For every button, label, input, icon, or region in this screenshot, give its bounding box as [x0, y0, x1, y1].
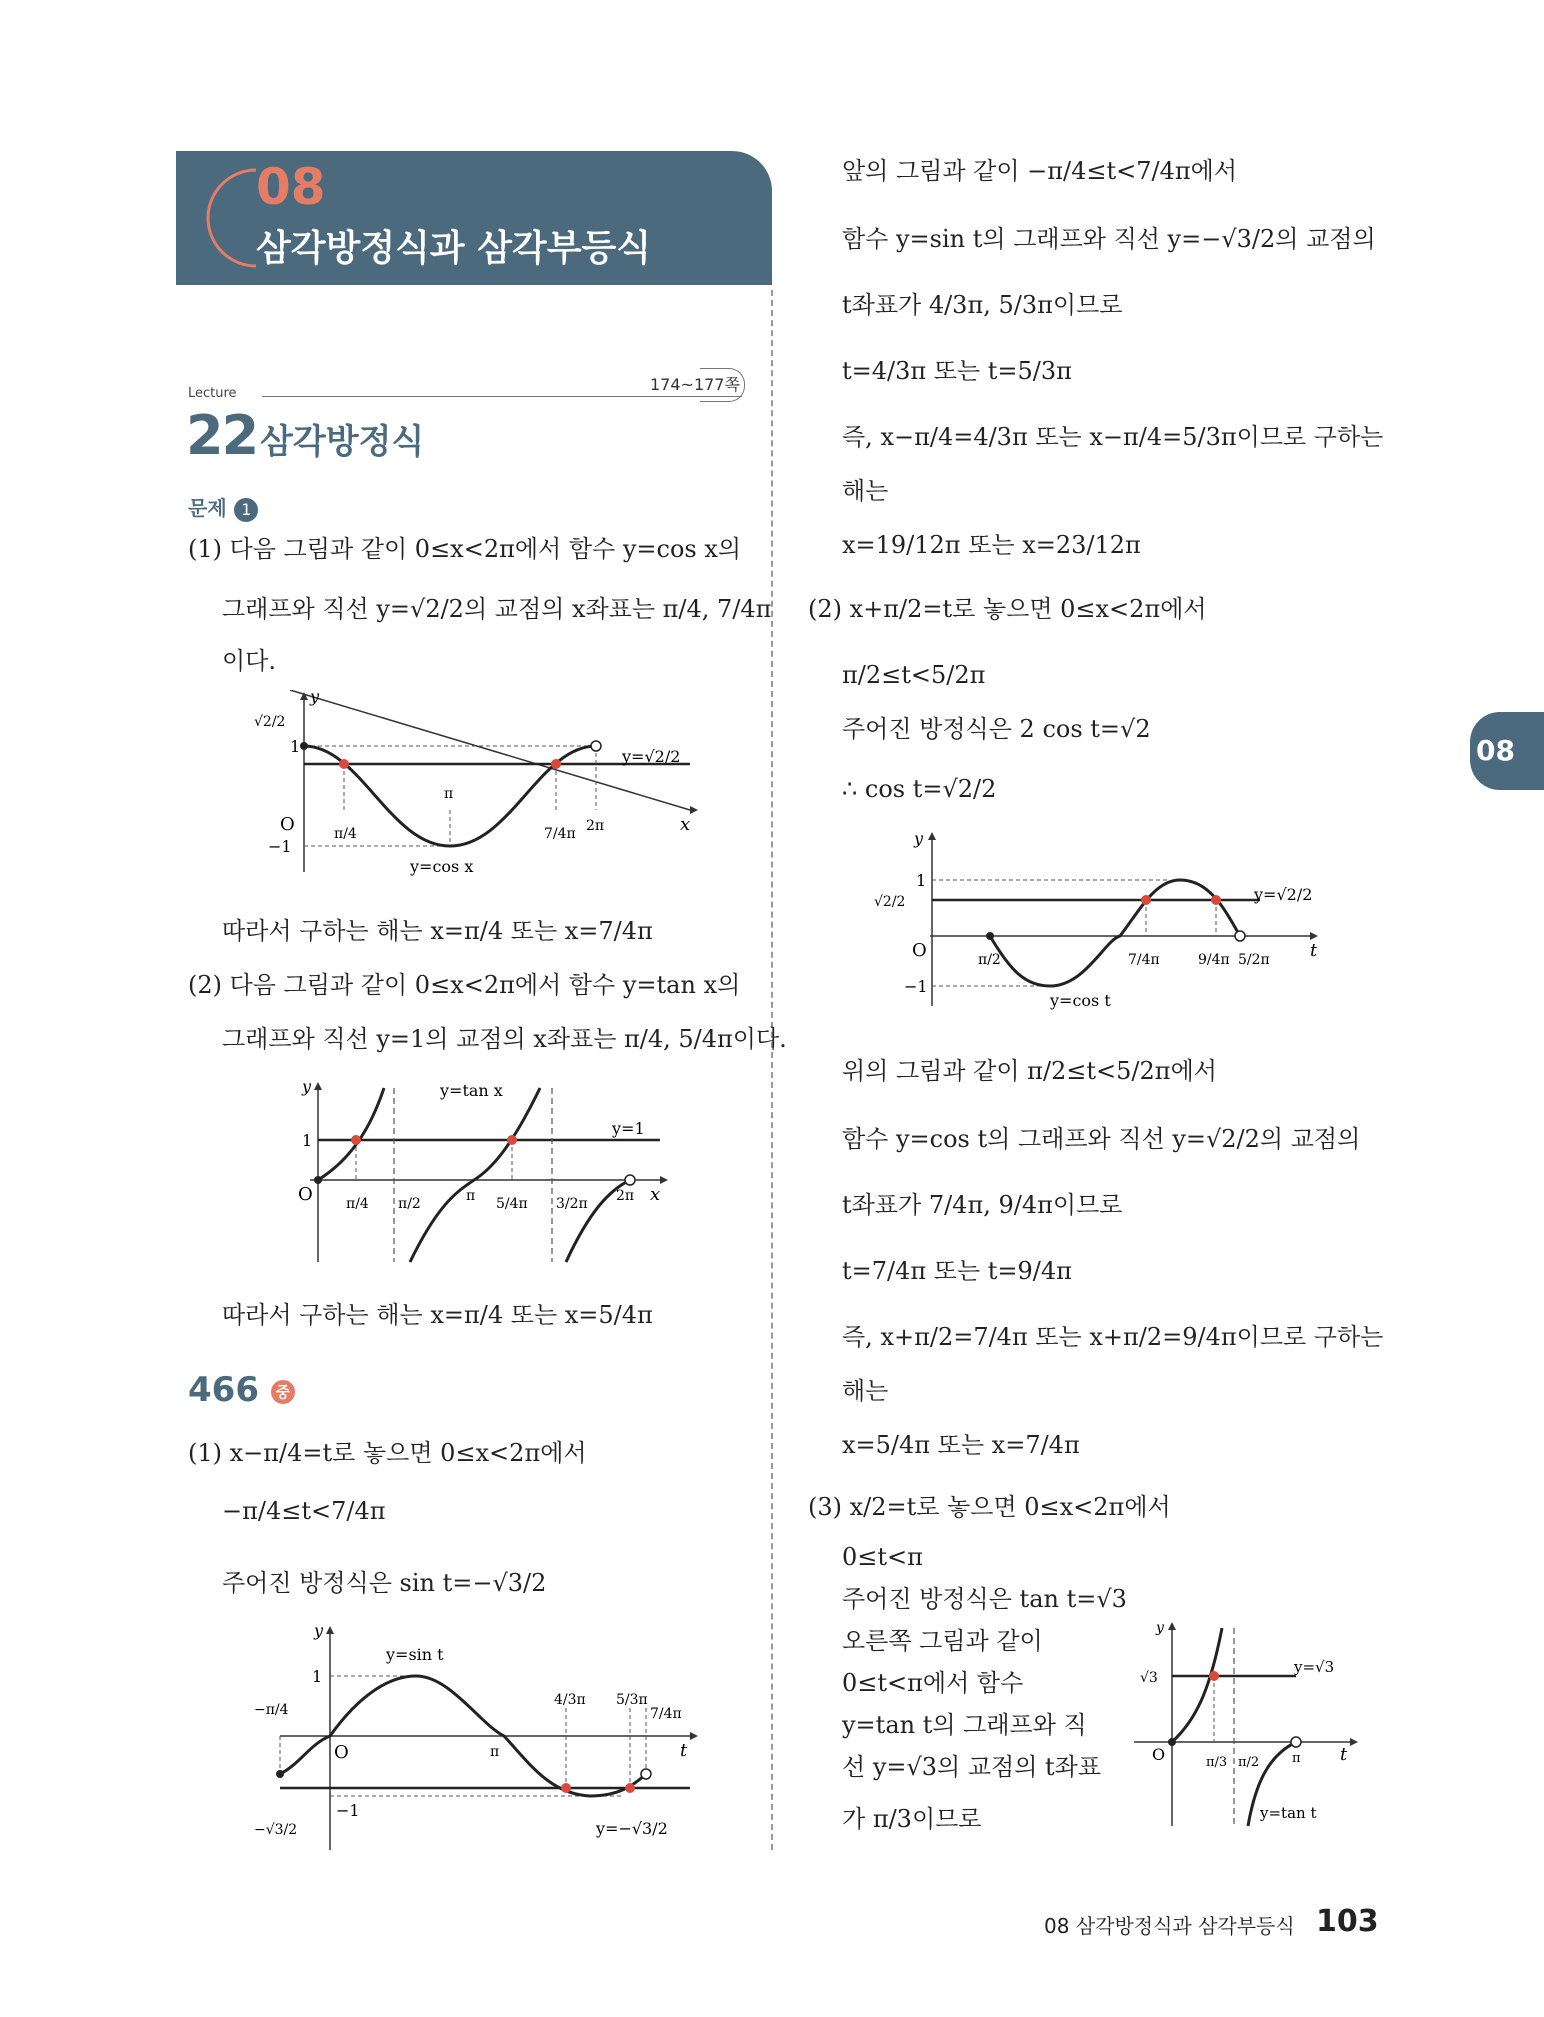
- g2-line-label: y=1: [612, 1119, 645, 1138]
- g2-intersection-1: [351, 1135, 361, 1145]
- r-m1: (2) x+π/2=t로 놓으면 0≤x<2π에서: [808, 595, 1207, 623]
- g4-intersection-1: [1141, 895, 1151, 905]
- graph-tan-x: [290, 1080, 680, 1270]
- g3-axis-x: t: [680, 1740, 688, 1761]
- g2-tick-1: π/4: [346, 1196, 369, 1212]
- r-n4: t=7/4π 또는 t=9/4π: [842, 1257, 1072, 1285]
- r-n1: 위의 그림과 같이 π/2≤t<5/2π에서: [842, 1057, 1217, 1085]
- graph-tan-t: [1130, 1620, 1360, 1830]
- r-o6: y=tan t의 그래프와 직: [842, 1711, 1087, 1739]
- r-o8: 가 π/3이므로: [842, 1805, 982, 1833]
- g3-ylabel-root3: −√3/2: [254, 1822, 298, 1838]
- r-o4: 오른쪽 그림과 같이: [842, 1627, 1043, 1655]
- g4-intersection-2: [1211, 895, 1221, 905]
- g1-curve-label: y=cos x: [410, 857, 474, 876]
- r-l1: 앞의 그림과 같이 −π/4≤t<7/4π에서: [842, 157, 1238, 185]
- g3-intersection-2: [625, 1783, 635, 1793]
- p1-answer: 따라서 구하는 해는 x=π/4 또는 x=7/4π: [222, 917, 653, 945]
- g1-tick-3: 7/4π: [544, 826, 576, 842]
- p1-line3: 이다.: [222, 647, 276, 675]
- g2-tick-3: π: [466, 1188, 476, 1204]
- g5-origin: O: [1152, 1745, 1166, 1764]
- r-l2: 함수 y=sin t의 그래프와 직선 y=−√3/2의 교점의: [842, 225, 1376, 253]
- g5-tick-3: π: [1292, 1751, 1301, 1766]
- g5-intersection: [1209, 1671, 1219, 1681]
- g4-axis-x: t: [1310, 940, 1318, 961]
- problem-466-header: [188, 1370, 295, 1410]
- r-o1: (3) x/2=t로 놓으면 0≤x<2π에서: [808, 1493, 1171, 1521]
- g3-ylabel-neg1: −1: [336, 1801, 360, 1820]
- chapter-title: 삼각방정식과 삼각부등식: [256, 228, 652, 269]
- r-o5: 0≤t<π에서 함수: [842, 1669, 1024, 1697]
- g2-axis-x: x: [650, 1184, 661, 1205]
- r-l6: 해는: [842, 477, 889, 505]
- r-m3: 주어진 방정식은 2 cos t=√2: [842, 715, 1151, 743]
- g1-end-point: [591, 741, 601, 751]
- p2-line2: 그래프와 직선 y=1의 교점의 x좌표는 π/4, 5/4π이다.: [222, 1025, 787, 1053]
- g3-tick-4: 5/3π: [616, 1692, 648, 1708]
- g3-tick-5: 7/4π: [650, 1706, 682, 1722]
- g4-axis-y: y: [914, 830, 924, 848]
- g2-branch-1: [318, 1088, 384, 1180]
- lecture-number: 22: [186, 404, 258, 467]
- lecture-rule: [262, 396, 742, 397]
- g1-axis-y: y: [310, 690, 320, 706]
- g1-tick-4: 2π: [586, 818, 605, 834]
- g1-ylabel-root2: √2/2: [254, 714, 286, 730]
- g1-start-point: [300, 742, 308, 750]
- p466-a3: 주어진 방정식은 sin t=−√3/2: [222, 1569, 547, 1597]
- g1-x-arrow: [690, 806, 698, 814]
- problem-466-badge: 중: [271, 1380, 295, 1404]
- g1-intersection-1: [339, 759, 349, 769]
- g1-ylabel-neg1: −1: [268, 837, 292, 856]
- g5-tick-2: π/2: [1238, 1755, 1260, 1770]
- g2-tick-6: 2π: [616, 1188, 635, 1204]
- p2-line1: (2) 다음 그림과 같이 0≤x<2π에서 함수 y=tan x의: [188, 971, 741, 999]
- g4-curve: [990, 880, 1240, 986]
- page-number: 103: [1316, 1904, 1379, 1939]
- g2-curve-label: y=tan x: [440, 1081, 503, 1100]
- g3-line-label: y=−√3/2: [596, 1819, 668, 1838]
- lecture-pages: 174~177쪽: [650, 375, 740, 394]
- g3-axis-y: y: [314, 1624, 324, 1640]
- r-n3: t좌표가 7/4π, 9/4π이므로: [842, 1191, 1123, 1219]
- g3-intersection-1: [561, 1783, 571, 1793]
- g5-axis-x: t: [1340, 1744, 1348, 1765]
- g5-tick-1: π/3: [1206, 1755, 1228, 1770]
- g4-tick-4: 5/2π: [1238, 952, 1270, 968]
- g4-line-label: y=√2/2: [1254, 885, 1313, 904]
- r-n2: 함수 y=cos t의 그래프와 직선 y=√2/2의 교점의: [842, 1125, 1361, 1153]
- g4-tick-2: 7/4π: [1128, 952, 1160, 968]
- r-o2: 0≤t<π: [842, 1543, 923, 1571]
- g4-ylabel-neg1: −1: [904, 977, 928, 996]
- g4-ylabel-1: 1: [916, 871, 927, 890]
- r-l4: t=4/3π 또는 t=5/3π: [842, 357, 1072, 385]
- problem-label: [188, 492, 258, 523]
- g3-curve-label: y=sin t: [386, 1645, 444, 1664]
- g2-tick-2: π/2: [398, 1196, 421, 1212]
- g4-curve-label: y=cos t: [1050, 991, 1111, 1010]
- g3-tick-3: 4/3π: [554, 1692, 586, 1708]
- problem-label-text: 문제: [188, 496, 227, 520]
- g3-tick-1: −π/4: [254, 1702, 289, 1718]
- g2-intersection-2: [507, 1135, 517, 1145]
- g2-ylabel-1: 1: [302, 1131, 313, 1150]
- g4-origin: O: [912, 940, 927, 961]
- g2-tick-5: 3/2π: [556, 1196, 588, 1212]
- r-n6: 해는: [842, 1377, 889, 1405]
- g3-origin: O: [334, 1742, 349, 1763]
- g4-tick-3: 9/4π: [1198, 952, 1230, 968]
- graph-cos-t: [870, 830, 1330, 1020]
- r-o3: 주어진 방정식은 tan t=√3: [842, 1585, 1127, 1613]
- g1-intersection-2: [551, 759, 561, 769]
- g1-tick-2: π: [444, 786, 454, 802]
- p466-a2: −π/4≤t<7/4π: [222, 1497, 386, 1525]
- g1-ylabel-1: 1: [290, 737, 301, 756]
- p466-a1: (1) x−π/4=t로 놓으면 0≤x<2π에서: [188, 1439, 587, 1467]
- r-m2: π/2≤t<5/2π: [842, 661, 986, 689]
- g2-origin: O: [298, 1184, 313, 1205]
- column-divider: [771, 290, 773, 1850]
- chapter-number: 08: [256, 158, 326, 216]
- g5-ylabel-root3: √3: [1140, 1670, 1158, 1686]
- lecture-title: 삼각방정식: [260, 422, 425, 462]
- p2-answer: 따라서 구하는 해는 x=π/4 또는 x=5/4π: [222, 1301, 653, 1329]
- r-m4: ∴ cos t=√2/2: [842, 775, 997, 803]
- g5-line-label: y=√3: [1294, 1658, 1335, 1676]
- g5-axis-y: y: [1156, 1620, 1164, 1636]
- p1-line2: 그래프와 직선 y=√2/2의 교점의 x좌표는 π/4, 7/4π: [222, 595, 772, 623]
- g2-tick-4: 5/4π: [496, 1196, 528, 1212]
- p1-line1: (1) 다음 그림과 같이 0≤x<2π에서 함수 y=cos x의: [188, 535, 742, 563]
- g3-tick-2: π: [490, 1744, 500, 1760]
- g4-tick-1: π/2: [978, 952, 1001, 968]
- side-chapter-tab-label: 08: [1476, 734, 1515, 767]
- r-l7: x=19/12π 또는 x=23/12π: [842, 531, 1141, 559]
- r-n7: x=5/4π 또는 x=7/4π: [842, 1431, 1080, 1459]
- r-l3: t좌표가 4/3π, 5/3π이므로: [842, 291, 1123, 319]
- footer-chapter-title: 08 삼각방정식과 삼각부등식: [1044, 1914, 1295, 1938]
- g2-branch-2: [410, 1088, 540, 1262]
- g3-ylabel-1: 1: [312, 1667, 323, 1686]
- g5-curve-label: y=tan t: [1260, 1804, 1317, 1822]
- r-o7: 선 y=√3의 교점의 t좌표: [842, 1753, 1102, 1781]
- g1-tick-1: π/4: [334, 826, 357, 842]
- g4-ylabel-root2: √2/2: [874, 894, 906, 910]
- problem-badge: 1: [234, 498, 258, 522]
- lecture-word: Lecture: [188, 386, 237, 401]
- g1-line-label: y=√2/2: [622, 747, 681, 766]
- r-n5: 즉, x+π/2=7/4π 또는 x+π/2=9/4π이므로 구하는: [842, 1323, 1384, 1351]
- graph-sin-t: [250, 1624, 710, 1854]
- g1-axis-x: x: [680, 814, 691, 835]
- chapter-arc-decoration: [204, 166, 264, 270]
- g1-origin: O: [280, 814, 295, 835]
- problem-466-number: 466: [188, 1370, 259, 1410]
- graph-cos-x: [250, 690, 710, 880]
- r-l5: 즉, x−π/4=4/3π 또는 x−π/4=5/3π이므로 구하는: [842, 423, 1384, 451]
- g2-axis-y: y: [302, 1080, 312, 1096]
